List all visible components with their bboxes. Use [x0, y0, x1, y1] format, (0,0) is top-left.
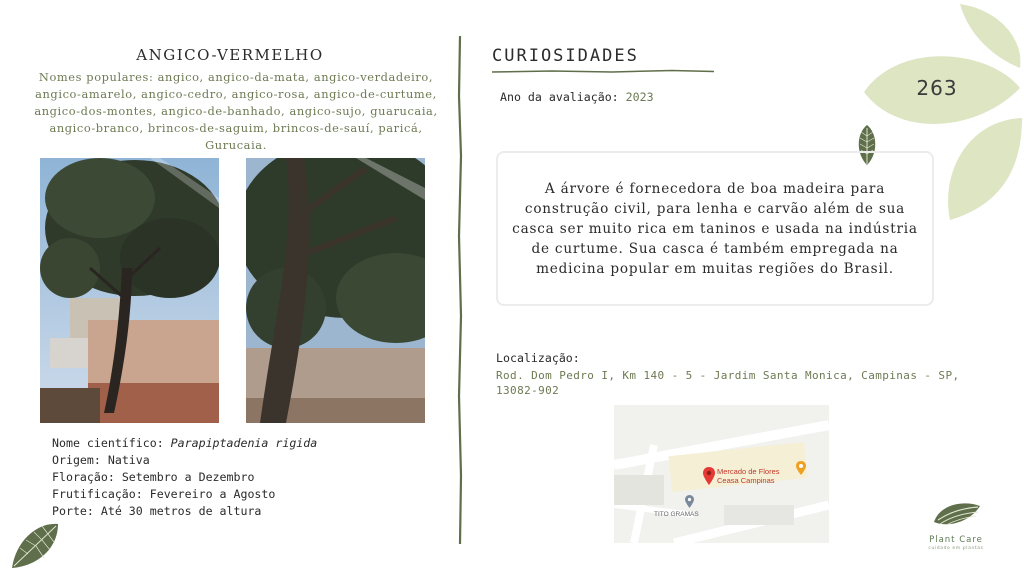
location-label: Localização: — [496, 351, 580, 365]
popular-names-label: Nomes populares: — [38, 70, 154, 84]
location-address[interactable]: Rod. Dom Pedro I, Km 140 - 5 - Jardim Santa Monica, Campinas - SP, 13082-902 — [496, 369, 960, 397]
record-number: 263 — [916, 76, 958, 100]
scientific-name-row — [52, 435, 317, 452]
scientific-name-value: Parapiptadenia rigida — [170, 436, 318, 450]
title-underline — [492, 68, 714, 74]
fruiting-value: Fevereiro a Agosto — [149, 487, 276, 501]
species-name: ANGICO-VERMELHO — [136, 46, 324, 64]
brand-leaf-icon — [930, 500, 982, 528]
brand-tagline: cuidado em plantas — [928, 546, 984, 551]
tree-photo-1 — [40, 158, 219, 423]
map-place-line2: Ceasa Campinas — [717, 476, 775, 485]
size-row — [52, 503, 317, 520]
curiosities-box — [496, 151, 934, 306]
evaluation-year-label: Ano da avaliação: — [500, 90, 619, 104]
fruiting-label: Frutificação: — [52, 487, 143, 501]
map-place-label — [717, 467, 780, 485]
origin-label: Origem: — [52, 453, 101, 467]
fruiting-row — [52, 486, 317, 503]
size-value: Até 30 metros de altura — [100, 504, 262, 518]
scientific-name-label: Nome científico: — [52, 436, 164, 450]
origin-row — [52, 452, 317, 469]
curiosities-text: A árvore é fornecedora de boa madeira para construção civil, para lenha e carvão além de sua casca ser muito rica em taninos e usada na indústria de curtume. Sua casca é também empregada na medicina popular em muitas regiões do Brasil. — [512, 180, 918, 277]
location-map[interactable] — [614, 405, 829, 543]
brand-logo — [916, 500, 996, 551]
map-poi-icon — [796, 461, 806, 475]
species-details — [52, 435, 317, 520]
curiosities-title: CURIOSIDADES — [492, 46, 639, 66]
map-place-line1: Mercado de Flores — [717, 467, 780, 476]
brand-name: Plant Care — [929, 535, 983, 545]
flowering-value: Setembro a Dezembro — [121, 470, 255, 484]
map-nearby-pin-icon — [685, 495, 694, 508]
flowering-row — [52, 469, 317, 486]
map-nearby-label: TITO GRAMAS — [654, 511, 699, 518]
flowering-label: Floração: — [52, 470, 115, 484]
size-label: Porte: — [52, 504, 94, 518]
tree-photo-2 — [246, 158, 425, 423]
popular-names-list: angico, angico-da-mata, angico-verdadeiro, angico-amarelo, angico-cedro, angico-rosa, angico-de-curtume, angico-dos-montes, angico-de-banhado, angico-sujo, guarucaia, angico-branco, brincos-de-saguim, brincos-de-sauí, paricá, Gurucaia. — [34, 70, 438, 152]
popular-names — [34, 69, 438, 154]
leaf-decoration-bottom-left — [8, 522, 62, 570]
evaluation-year — [500, 90, 654, 104]
map-pin-icon — [703, 467, 715, 485]
vertical-divider — [455, 36, 465, 544]
origin-value: Nativa — [107, 453, 150, 467]
evaluation-year-value: 2023 — [625, 90, 654, 104]
